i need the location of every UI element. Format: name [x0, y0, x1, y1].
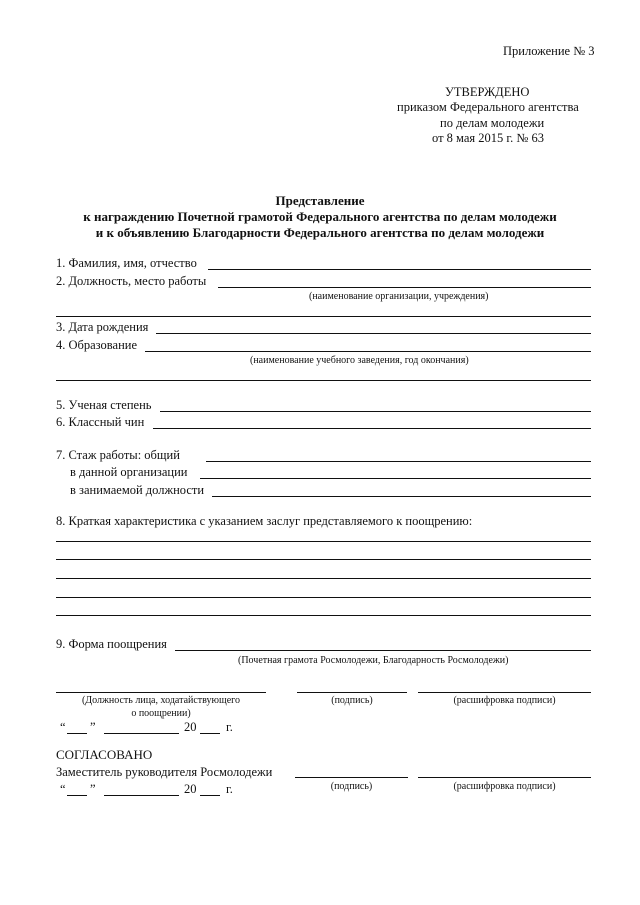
education-hint: (наименование учебного заведения, год окончания) — [250, 355, 469, 366]
agreed-signature-label: (подпись) — [330, 781, 373, 792]
field-label-degree: 5. Ученая степень — [56, 398, 152, 412]
education-line-2[interactable] — [56, 380, 591, 381]
education-line[interactable] — [145, 351, 591, 352]
date-quote-open: “ — [60, 720, 66, 734]
award-form-line[interactable] — [175, 650, 591, 651]
date-month-line[interactable] — [104, 733, 179, 734]
summary-line[interactable] — [56, 615, 591, 616]
field-label-class-rank: 6. Классный чин — [56, 415, 145, 429]
approval-line-2: по делам молодежи — [440, 116, 545, 130]
date-year-suffix: г. — [226, 782, 233, 796]
document-subtitle-1: к награждению Почетной грамотой Федерального агентства по делам молодежи — [83, 209, 557, 224]
experience-org-line[interactable] — [200, 478, 591, 479]
field-label-award-form: 9. Форма поощрения — [56, 637, 167, 651]
document-title: Представление — [275, 193, 365, 208]
approval-line-3: от 8 мая 2015 г. № 63 — [432, 131, 544, 145]
date-quote-close: ” — [90, 782, 96, 796]
document-subtitle-2: и к объявлению Благодарности Федерального агентства по делам молодежи — [95, 225, 545, 240]
petitioner-decoding-line[interactable] — [418, 692, 591, 693]
field-label-summary: 8. Краткая характеристика с указанием заслуг представляемого к поощрению: — [56, 514, 473, 528]
date-year-prefix: 20 — [184, 720, 197, 734]
position-line[interactable] — [218, 287, 591, 288]
experience-total-line[interactable] — [206, 461, 591, 462]
petitioner-position-label-2: о поощрении) — [131, 708, 191, 719]
field-label-education: 4. Образование — [56, 338, 138, 352]
approval-heading: УТВЕРЖДЕНО — [445, 85, 530, 99]
experience-position-line[interactable] — [212, 496, 591, 497]
date-year-line[interactable] — [200, 795, 220, 796]
petitioner-position-label: (Должность лица, ходатайствующего — [81, 695, 241, 706]
summary-line[interactable] — [56, 541, 591, 542]
agreed-deputy: Заместитель руководителя Росмолодежи — [56, 765, 273, 779]
field-label-experience-total: 7. Стаж работы: общий — [56, 448, 180, 462]
date-quote-open: “ — [60, 782, 66, 796]
award-form-hint: (Почетная грамота Росмолодежи, Благодарность Росмолодежи) — [238, 655, 509, 666]
field-label-birth-date: 3. Дата рождения — [56, 320, 149, 334]
agreed-decoding-label: (расшифровка подписи) — [453, 781, 556, 792]
approval-line-1: приказом Федерального агентства — [397, 100, 579, 114]
date-day-line[interactable] — [67, 795, 87, 796]
petitioner-signature-line[interactable] — [297, 692, 407, 693]
petitioner-position-line[interactable] — [56, 692, 266, 693]
position-hint: (наименование организации, учреждения) — [309, 291, 489, 302]
date-year-prefix: 20 — [184, 782, 197, 796]
class-rank-line[interactable] — [153, 428, 591, 429]
position-line-2[interactable] — [56, 316, 591, 317]
agreed-signature-line[interactable] — [295, 777, 408, 778]
date-quote-close: ” — [90, 720, 96, 734]
summary-line[interactable] — [56, 559, 591, 560]
date-year-line[interactable] — [200, 733, 220, 734]
agreed-decoding-line[interactable] — [418, 777, 591, 778]
summary-line[interactable] — [56, 578, 591, 579]
date-year-suffix: г. — [226, 720, 233, 734]
field-label-position: 2. Должность, место работы — [56, 274, 207, 288]
petitioner-decoding-label: (расшифровка подписи) — [453, 695, 556, 706]
degree-line[interactable] — [160, 411, 591, 412]
agreed-heading: СОГЛАСОВАНО — [56, 747, 153, 762]
summary-line[interactable] — [56, 597, 591, 598]
field-label-experience-position: в занимаемой должности — [70, 483, 205, 497]
field-label-experience-org: в данной организации — [70, 465, 188, 479]
birth-date-line[interactable] — [156, 333, 591, 334]
appendix-number: Приложение № 3 — [503, 44, 595, 58]
field-label-full-name: 1. Фамилия, имя, отчество — [56, 256, 197, 270]
date-day-line[interactable] — [67, 733, 87, 734]
petitioner-signature-label: (подпись) — [331, 695, 373, 706]
full-name-line[interactable] — [208, 269, 591, 270]
date-month-line[interactable] — [104, 795, 179, 796]
